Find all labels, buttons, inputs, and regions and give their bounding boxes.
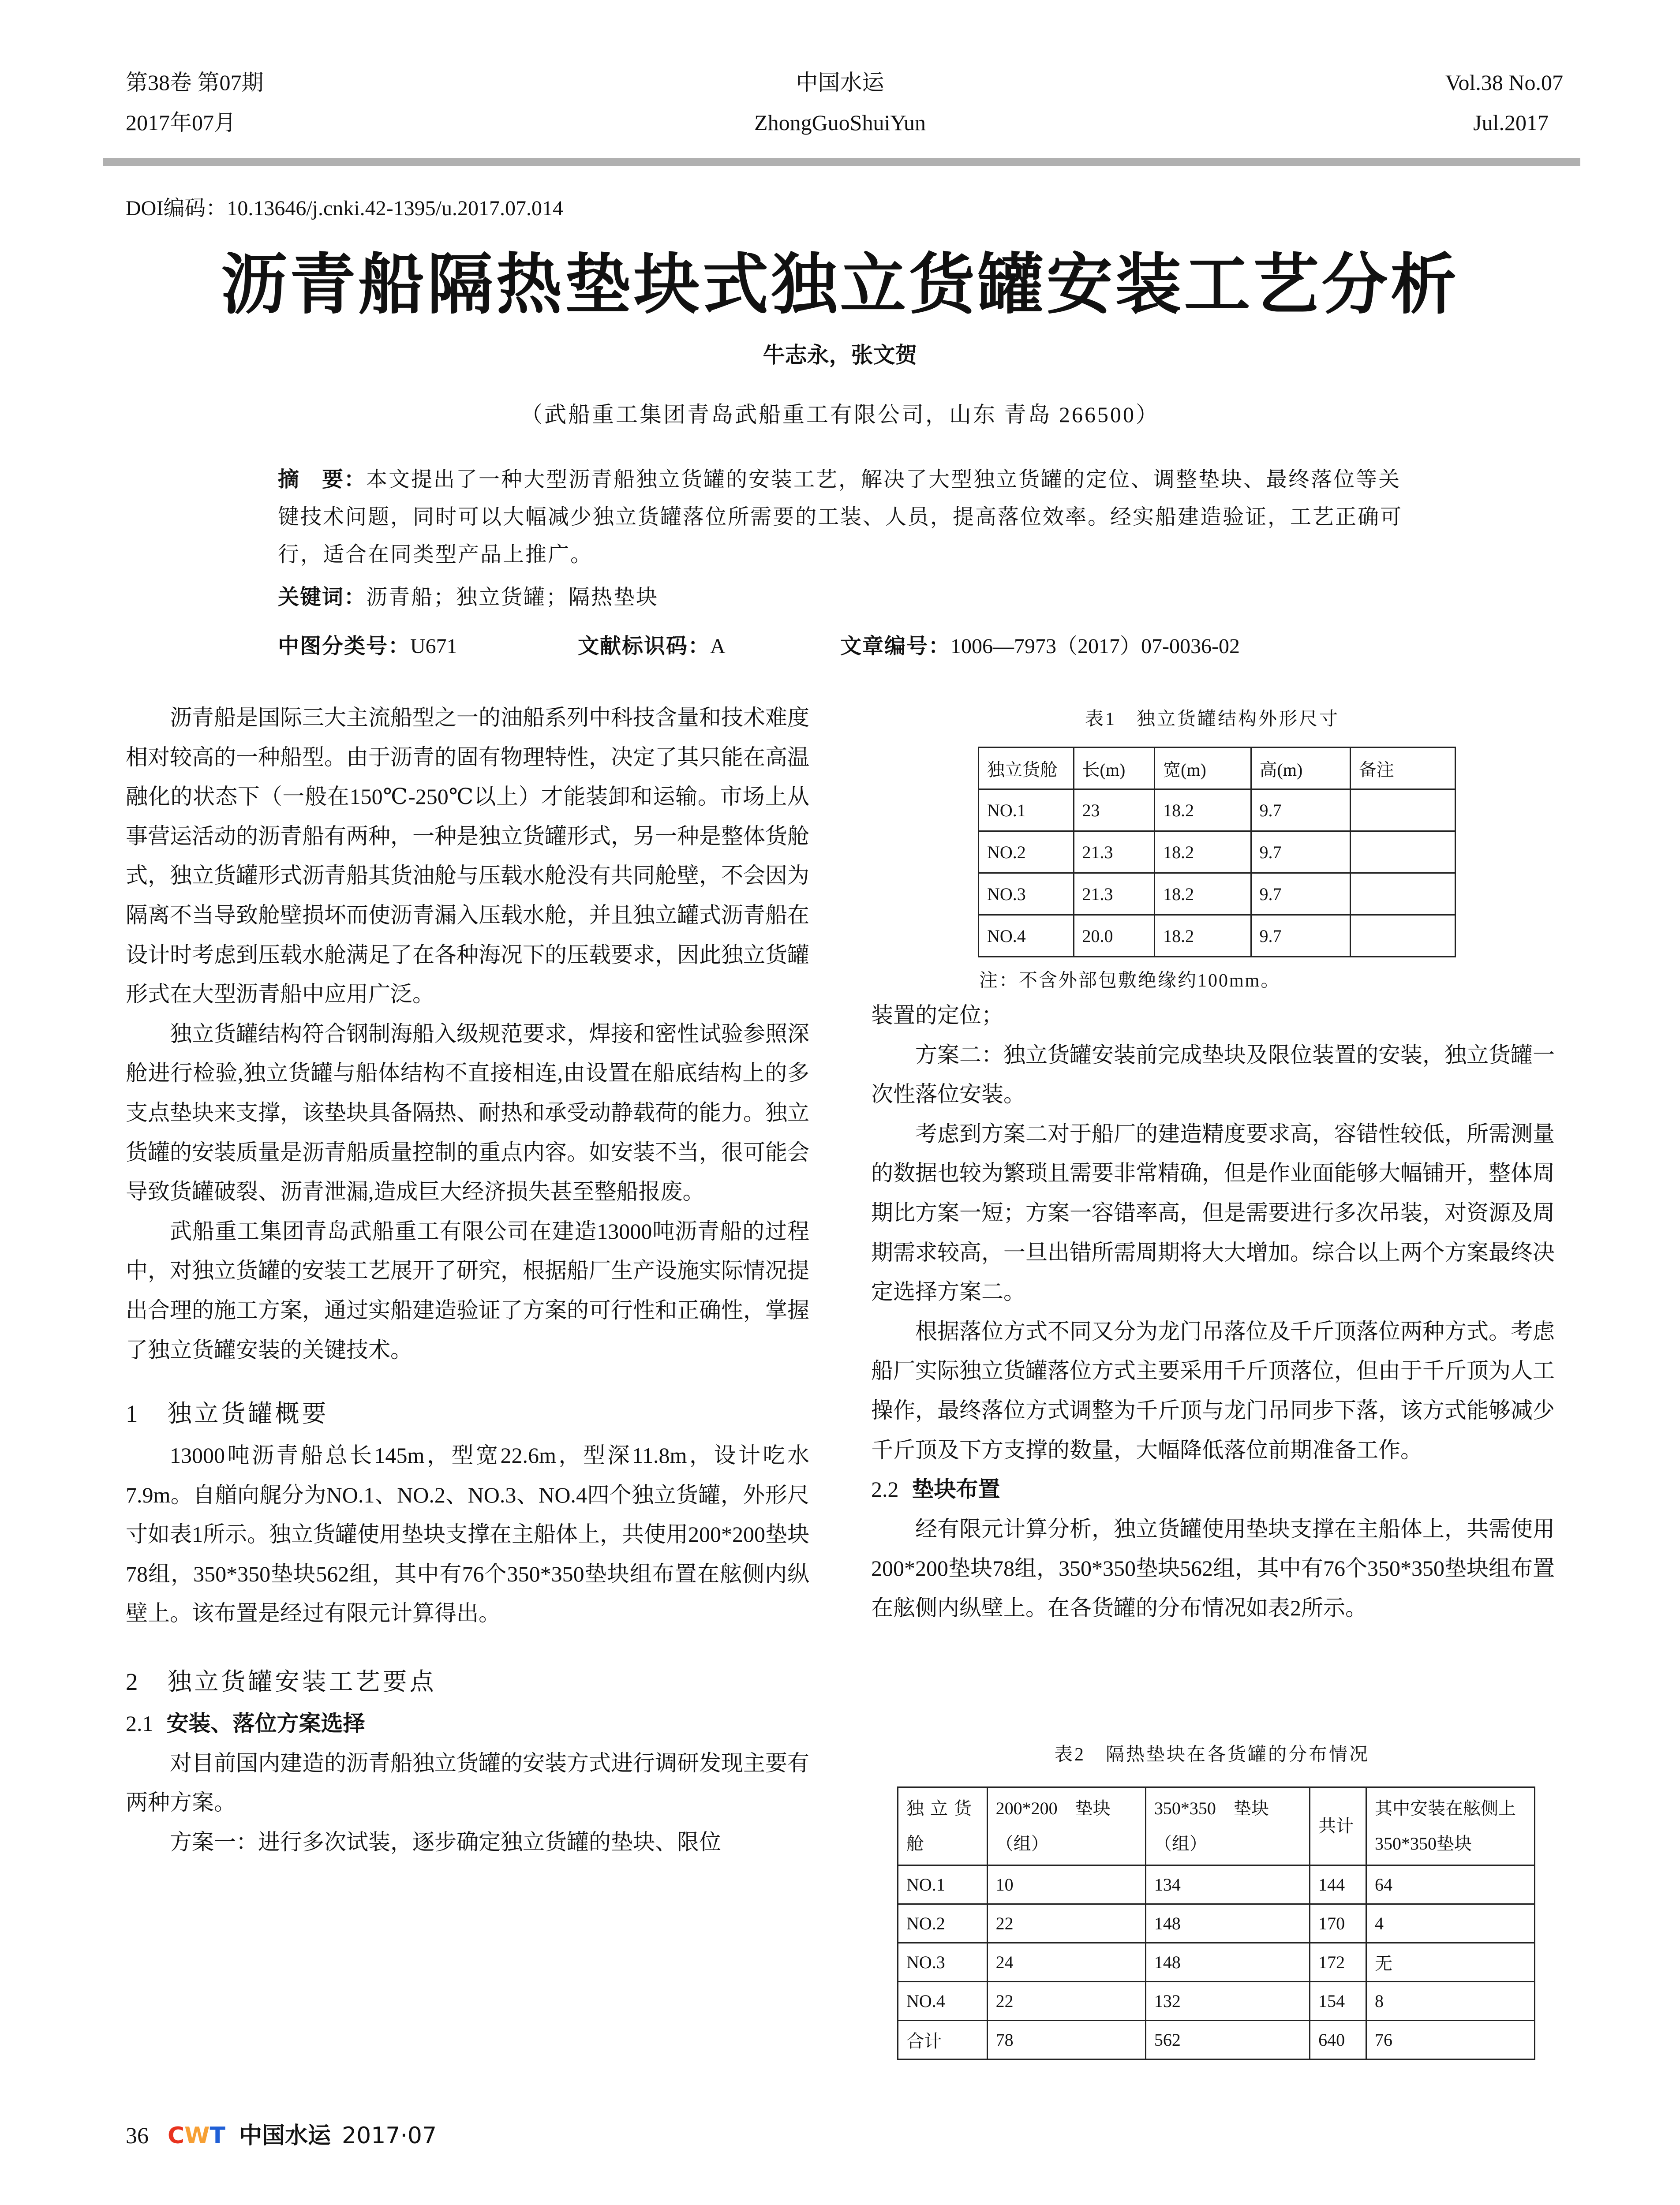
table-2-caption: 表2 隔热垫块在各货罐的分布情况 xyxy=(1054,1745,1370,1765)
table-1-cell: NO.3 xyxy=(979,873,1074,915)
header-journal-cn: 中国水运 xyxy=(796,70,884,95)
table-2-row xyxy=(898,1943,1535,1982)
right-paragraph-2: 考虑到方案二对于船厂的建造精度要求高，容错性较低，所需测量的数据也较为繁琐且需要非常精确，但是作业面能够大幅铺开，整体周期比方案一短；方案一容错率高，但是需要进行多次吊装，对资源及周期需求较高，一旦出错所需周期将大大增加。综合以上两个方案最终决定选择方案二。 xyxy=(871,1121,1555,1304)
abstract-text: 本文提出了一种大型沥青船独立货罐的安装工艺，解决了大型独立货罐的定位、调整垫块、最终落位等关键技术问题，同时可以大幅减少独立货罐落位所需要的工装、人员，提高落位效率。经实船建造验证，工艺正确可行，适合在同类型产品上推广。 xyxy=(278,468,1403,566)
clc-value: U671 xyxy=(410,635,457,658)
table-1-cell: NO.2 xyxy=(979,831,1074,873)
logo-letter-t: T xyxy=(210,2123,226,2149)
table-2-cell: 172 xyxy=(1310,1943,1366,1982)
table-2-cell: 合计 xyxy=(898,2021,988,2059)
header-date-cn: 2017年07月 xyxy=(126,110,236,135)
table-2-cell: NO.4 xyxy=(898,1982,988,2021)
table-2-cell: 10 xyxy=(987,1865,1145,1904)
section-2-2-heading xyxy=(871,1470,1555,1510)
logo-letter-c: C xyxy=(168,2123,185,2149)
clc-label: 中图分类号： xyxy=(278,634,411,658)
table-1-note: 注：不含外部包敷绝缘约100mm。 xyxy=(979,971,1281,991)
header-date-en: Jul.2017 xyxy=(1473,110,1549,135)
table-2-cell: 154 xyxy=(1310,1982,1366,2021)
table-1-cell: 21.3 xyxy=(1074,831,1155,873)
table-2-cell: 4 xyxy=(1366,1904,1534,1943)
left-column xyxy=(126,698,809,1862)
right-paragraph-1: 方案二：独立货罐安装前完成垫块及限位装置的安装，独立货罐一次性落位安装。 xyxy=(871,1042,1555,1107)
section-2-2-number: 2.2 xyxy=(871,1477,899,1502)
right-column xyxy=(871,996,1555,1628)
section-2-1-title: 安装、落位方案选择 xyxy=(166,1711,365,1737)
table-2-cell: 76 xyxy=(1366,2021,1534,2059)
table-2-cell: 562 xyxy=(1145,2021,1310,2059)
article-number-value: 1006—7973（2017）07-0036-02 xyxy=(950,635,1240,658)
article-number-label: 文章编号： xyxy=(840,634,951,658)
table-1-cell xyxy=(1350,873,1455,915)
table-1-cell: 9.7 xyxy=(1251,789,1350,831)
cwt-logo xyxy=(168,2123,225,2149)
table-2-row xyxy=(898,1904,1535,1943)
doc-code-label: 文献标识码： xyxy=(578,634,711,658)
header-volume-issue: 第38卷 第07期 xyxy=(126,70,264,95)
table-1-cell: 9.7 xyxy=(1251,831,1350,873)
section-2-1-paragraph-1: 对目前国内建造的沥青船独立货罐的安装方式进行调研发现主要有两种方案。 xyxy=(126,1750,809,1815)
table-2-cell: 134 xyxy=(1145,1865,1310,1904)
header-divider-bar xyxy=(103,158,1580,166)
section-2-2-title: 垫块布置 xyxy=(912,1476,1000,1502)
right-paragraph-3: 根据落位方式不同又分为龙门吊落位及千斤顶落位两种方式。考虑船厂实际独立货罐落位方式主要采用千斤顶落位，但由于千斤顶为人工操作，最终落位方式调整为千斤顶与龙门吊同步下落，该方式能够减少千斤顶及下方支撑的数量，大幅降低落位前期准备工作。 xyxy=(871,1319,1555,1462)
table-2-cell: 22 xyxy=(987,1904,1145,1943)
table-2-cell: 148 xyxy=(1145,1904,1310,1943)
table-2-cell: 640 xyxy=(1310,2021,1366,2059)
table-1-cell: 18.2 xyxy=(1155,831,1251,873)
header-journal-pinyin: ZhongGuoShuiYun xyxy=(754,110,926,135)
intro-paragraph-2: 独立货罐结构符合钢制海船入级规范要求，焊接和密性试验参照深舱进行检验,独立货罐与船体结构不直接相连,由设置在船底结构上的多支点垫块来支撑，该垫块具备隔热、耐热和承受动静载荷的能力。独立货罐的安装质量是沥青船质量控制的重点内容。如安装不当，很可能会导致货罐破裂、沥青泄漏,造成巨大经济损失甚至整船报废。 xyxy=(126,1021,809,1204)
keywords-label: 关键词： xyxy=(278,585,367,609)
table-2-cell: 24 xyxy=(987,1943,1145,1982)
continuation-text: 装置的定位； xyxy=(871,1003,1003,1028)
table-2-cell: 8 xyxy=(1366,1982,1534,2021)
table-2-header-row xyxy=(898,1787,1535,1865)
footer-date: 2017·07 xyxy=(342,2123,437,2149)
table-2-header-cell: 共计 xyxy=(1310,1787,1366,1865)
section-2-heading: 2 独立货罐安装工艺要点 xyxy=(126,1668,437,1696)
table-2-cell: 148 xyxy=(1145,1943,1310,1982)
table-1-header-cell: 独立货舱 xyxy=(979,747,1074,789)
header-volume-issue-en: Vol.38 No.07 xyxy=(1445,70,1563,95)
table-1-row xyxy=(979,789,1456,831)
table-1-cell: NO.4 xyxy=(979,915,1074,957)
table-1-row xyxy=(979,831,1456,873)
footer-journal: 中国水运 xyxy=(239,2122,331,2149)
table-2-cell: 132 xyxy=(1145,1982,1310,2021)
abstract-label: 摘 要： xyxy=(278,467,367,492)
table-2-cell: 170 xyxy=(1310,1904,1366,1943)
table-2 xyxy=(897,1786,1535,2060)
table-1-cell: 18.2 xyxy=(1155,789,1251,831)
section-2-1-heading xyxy=(126,1704,809,1744)
table-2-cell: 22 xyxy=(987,1982,1145,2021)
doc-code xyxy=(578,631,726,662)
table-2-header-cell: 其中安装在舷侧上350*350垫块 xyxy=(1366,1787,1534,1865)
table-1-header-cell: 高(m) xyxy=(1251,747,1350,789)
table-2-cell: 144 xyxy=(1310,1865,1366,1904)
table-1 xyxy=(978,747,1456,957)
keywords-text: 沥青船；独立货罐；隔热垫块 xyxy=(366,586,659,609)
article-number xyxy=(840,631,1240,662)
doi: DOI编码：10.13646/j.cnki.42-1395/u.2017.07.014 xyxy=(126,197,563,220)
table-1-header-cell: 长(m) xyxy=(1074,747,1155,789)
table-1-cell xyxy=(1350,789,1455,831)
table-1-cell: 21.3 xyxy=(1074,873,1155,915)
logo-letter-w: W xyxy=(184,2123,210,2149)
table-1-cell: NO.1 xyxy=(979,789,1074,831)
table-2-cell: NO.3 xyxy=(898,1943,988,1982)
table-1-cell: 18.2 xyxy=(1155,873,1251,915)
article-title: 沥青船隔热垫块式独立货罐安装工艺分析 xyxy=(221,246,1459,323)
intro-paragraph-3: 武船重工集团青岛武船重工有限公司在建造13000吨沥青船的过程中，对独立货罐的安装工艺展开了研究，根据船厂生产设施实际情况提出合理的施工方案，通过实船建造验证了方案的可行性和正确性，掌握了独立货罐安装的关键技术。 xyxy=(126,1218,809,1362)
table-1-cell: 20.0 xyxy=(1074,915,1155,957)
table-2-cell: NO.1 xyxy=(898,1865,988,1904)
table-1-header-row xyxy=(979,747,1456,789)
table-2-cell: 64 xyxy=(1366,1865,1534,1904)
table-2-header-cell: 350*350 垫块（组） xyxy=(1145,1787,1310,1865)
table-2-header-cell: 独立货舱 xyxy=(898,1787,988,1865)
section-1-paragraph: 13000吨沥青船总长145m，型宽22.6m，型深11.8m，设计吃水7.9m。自艏向艉分为NO.1、NO.2、NO.3、NO.4四个独立货罐，外形尺寸如表1所示。独立货罐使用垫块支撑在主船体上，共使用200*200垫块78组，350*350垫块562组，其中有76个350*350垫块组布置在舷侧内纵壁上。该布置是经过有限元计算得出。 xyxy=(126,1443,809,1626)
page-footer xyxy=(126,2117,437,2150)
table-1-cell xyxy=(1350,831,1455,873)
table-2-cell: 无 xyxy=(1366,1943,1534,1982)
affiliation: （武船重工集团青岛武船重工有限公司，山东 青岛 266500） xyxy=(520,402,1160,427)
table-2-row xyxy=(898,1982,1535,2021)
table-1-cell xyxy=(1350,915,1455,957)
table-2-total-row xyxy=(898,2021,1535,2059)
section-1-heading: 1 独立货罐概要 xyxy=(126,1400,329,1428)
table-1-cell: 23 xyxy=(1074,789,1155,831)
authors: 牛志永，张文贺 xyxy=(763,342,917,368)
clc xyxy=(278,631,457,662)
table-1-cell: 18.2 xyxy=(1155,915,1251,957)
abstract xyxy=(278,461,1416,616)
intro-paragraph-1: 沥青船是国际三大主流船型之一的油船系列中科技含量和技术难度相对较高的一种船型。由于沥青的固有物理特性，决定了其只能在高温融化的状态下（一般在150℃-250℃以上）才能装卸和运输。市场上从事营运活动的沥青船有两种，一种是独立货罐形式，另一种是整体货舱式，独立货罐形式沥青船其货油舱与压载水舱没有共同舱壁，不会因为隔离不当导致舱壁损坏而使沥青漏入压载水舱，并且独立罐式沥青船在设计时考虑到压载水舱满足了在各种海况下的压载要求，因此独立货罐形式在大型沥青船中应用广泛。 xyxy=(126,705,809,1007)
table-2-cell: 78 xyxy=(987,2021,1145,2059)
table-2-header-cell: 200*200 垫块（组） xyxy=(987,1787,1145,1865)
section-2-1-number: 2.1 xyxy=(126,1711,153,1736)
page-number: 36 xyxy=(126,2123,149,2149)
table-1-row xyxy=(979,873,1456,915)
table-1-header-cell: 备注 xyxy=(1350,747,1455,789)
section-2-1-paragraph-2: 方案一：进行多次试装，逐步确定独立货罐的垫块、限位 xyxy=(170,1829,721,1854)
table-1-cell: 9.7 xyxy=(1251,915,1350,957)
table-1-cell: 9.7 xyxy=(1251,873,1350,915)
table-1-row xyxy=(979,915,1456,957)
table-1-caption: 表1 独立货罐结构外形尺寸 xyxy=(1085,709,1340,729)
table-1-header-cell: 宽(m) xyxy=(1155,747,1251,789)
doc-code-value: A xyxy=(710,635,726,658)
section-2-2-paragraph: 经有限元计算分析，独立货罐使用垫块支撑在主船体上，共需使用200*200垫块78组，350*350垫块562组，其中有76个350*350垫块组布置在舷侧内纵壁上。在各货罐的分布情况如表2所示。 xyxy=(871,1516,1555,1620)
table-2-row xyxy=(898,1865,1535,1904)
table-2-cell: NO.2 xyxy=(898,1904,988,1943)
